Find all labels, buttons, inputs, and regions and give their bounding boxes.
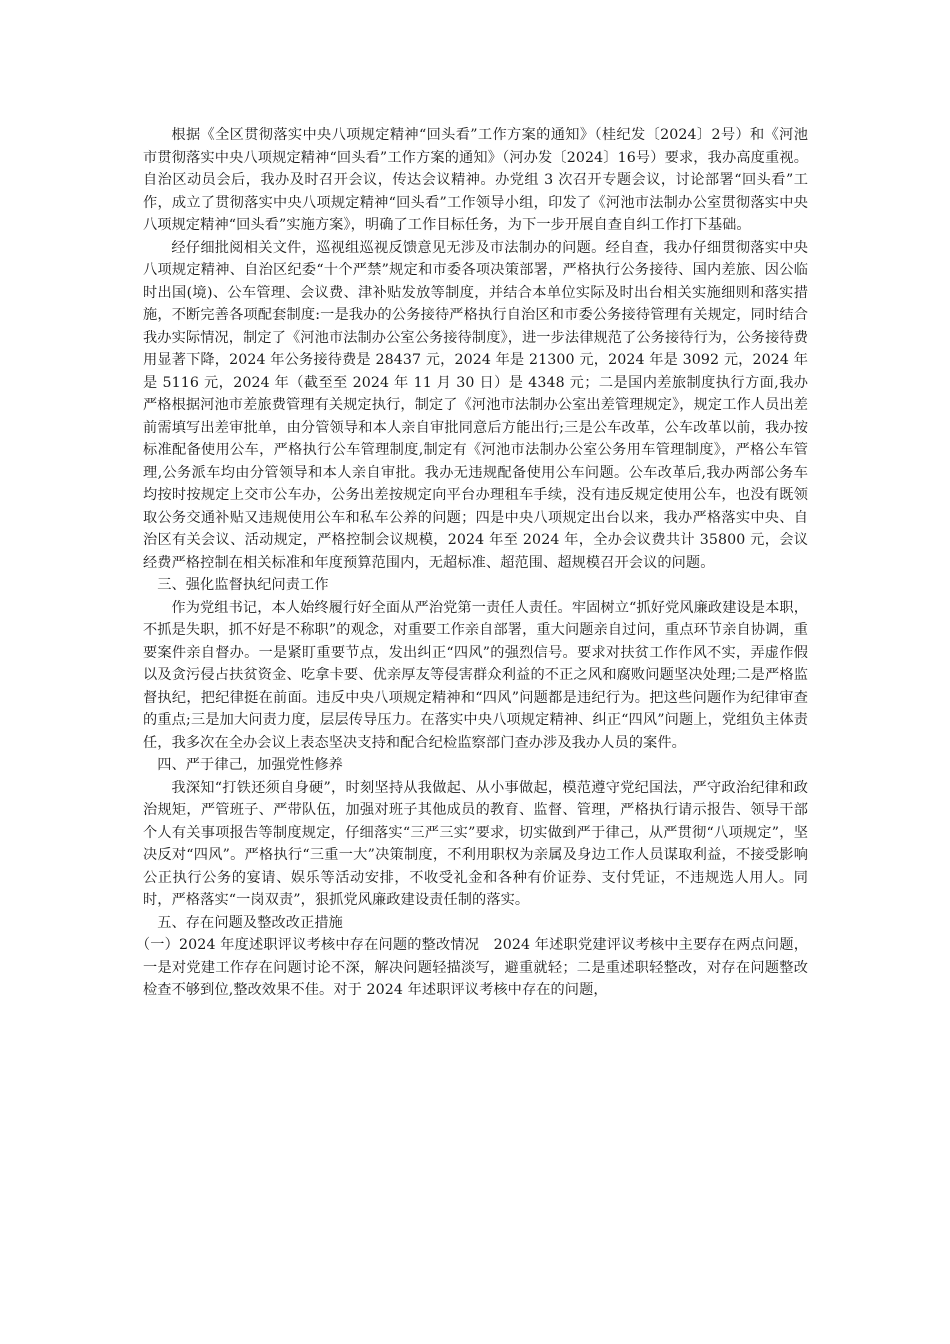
section-heading-3: 三、强化监督执纪问责工作 [157,577,329,593]
intro-paragraph: 根据《全区贯彻落实中央八项规定精神“回头看”工作方案的通知》（桂纪发〔2024〕2号）和《河池市贯彻落实中央八项规定精神“回头看”工作方案的通知》（河办发〔2024〕16号）要求，我办高度重视。自治区动员会后，我办及时召开会议，传达会议精神。办党组 3 次召开专题会议，讨论部署“回头看”工作，成立了贯彻落实中央八项规定精神“回头看”工作领导小组，印发了《河池市法制办公室贯彻落实中央八项规定精神“回头看”实施方案》，明确了工作目标任务，为下一步开展自查自纠工作打下基础。 [143,127,808,233]
section-body-3: 作为党组书记，本人始终履行好全面从严治党第一责任人责任。牢固树立“抓好党风廉政建设是本职，不抓是失职，抓不好是不称职”的观念，对重要工作亲自部署，重大问题亲自过问，重点环节亲自协调，重要案件亲自督办。一是紧盯重要节点，发出纠正“四风”的强烈信号。要求对扶贫工作作风不实，弄虚作假以及贪污侵占扶贫资金、吃拿卡要、优亲厚友等侵害群众利益的不正之风和腐败问题坚决处理;二是严格监督执纪，把纪律挺在前面。违反中央八项规定精神和“四风”问题都是违纪行为。把这些问题作为纪律审查的重点;三是加大问责力度，层层传导压力。在落实中央八项规定精神、纠正“四风”问题上，党组负主体责任，我多次在全办会议上表态坚决支持和配合纪检监察部门查办涉及我办人员的案件。 [143,599,808,751]
section-heading-5: 五、存在问题及整改改正措施 [157,914,343,931]
document-page [135,124,808,1002]
section-heading-4: 四、严于律己，加强党性修养 [157,757,343,773]
section-body-4: 我深知“打铁还须自身硬”，时刻坚持从我做起、从小事做起，模范遵守党纪国法，严守政治纪律和政治规矩，严管班子、严带队伍，加强对班子其他成员的教育、监督、管理，严格执行请示报告、领导干部个人有关事项报告等制度规定，仔细落实“三严三实”要求，切实做到严于律己，从严贯彻“八项规定”，坚决反对“四风”。严格执行“三重一大”决策制度，不利用职权为亲属及身边工作人员谋取利益，不接受影响公正执行公务的宴请、娱乐等活动安排，不收受礼金和各种有价证券、支付凭证，不违规选人用人。同时，严格落实“一岗双责”，狠抓党风廉政建设责任制的落实。 [143,779,808,908]
self-check-paragraph: 经仔细批阅相关文件，巡视组巡视反馈意见无涉及市法制办的问题。经自查，我办仔细贯彻落实中央八项规定精神、自治区纪委“十个严禁”规定和市委各项决策部署，严格执行公务接待、国内差旅、因公临时出国(境)、公车管理、会议费、津补贴发放等制度，并结合本单位实际及时出台相关实施细则和落实措施，不断完善各项配套制度:一是我办的公务接待严格执行自治区和市委公务接待管理有关规定，同时结合我办实际情况，制定了《河池市法制办公室公务接待制度》，进一步法律规范了公务接待行为，公务接待费用显著下降，2024 年公务接待费是 28437 元，2024 年是 21300 元，2024 年是 3092 元，2024 年是 5116 元，2024 年（截至至 2024 年 11 月 30 日）是 4348 元；二是国内差旅制度执行方面,我办严格根据河池市差旅费管理有关规定执行，制定了《河池市法制办公室出差管理规定》，规定工作人员出差前需填写出差审批单，由分管领导和本人亲自审批同意后方能出行;三是公车改革，公车改革以前，我办按标准配备使用公车，严格执行公车管理制度,制定有《河池市法制办公室公务用车管理制度》，严格公车管理,公务派车均由分管领导和本人亲自审批。我办无违规配备使用公车问题。公车改革后,我办两部公务车均按时按规定上交市公车办，公务出差按规定向平台办理租车手续，没有违反规定使用公车，也没有既领取公务交通补贴又违规使用公车和私车公养的问题；四是中央八项规定出台以来，我办严格落实中央、自治区有关会议、活动规定，严格控制会议规模，2024 年至 2024 年，全办会议费共计 35800 元，会议经费严格控制在相关标准和年度预算范围内，无超标准、超范围、超规模召开会议的问题。 [143,239,808,571]
section-body-5: （一）2024 年度述职评议考核中存在问题的整改情况 2024 年述职党建评议考核中主要存在两点问题，一是对党建工作存在问题讨论不深，解决问题轻描淡写，避重就轻；二是重述职轻整改，对存在问题整改检查不够到位,整改效果不佳。对于 2024 年述职评议考核中存在的问题， [135,937,808,998]
